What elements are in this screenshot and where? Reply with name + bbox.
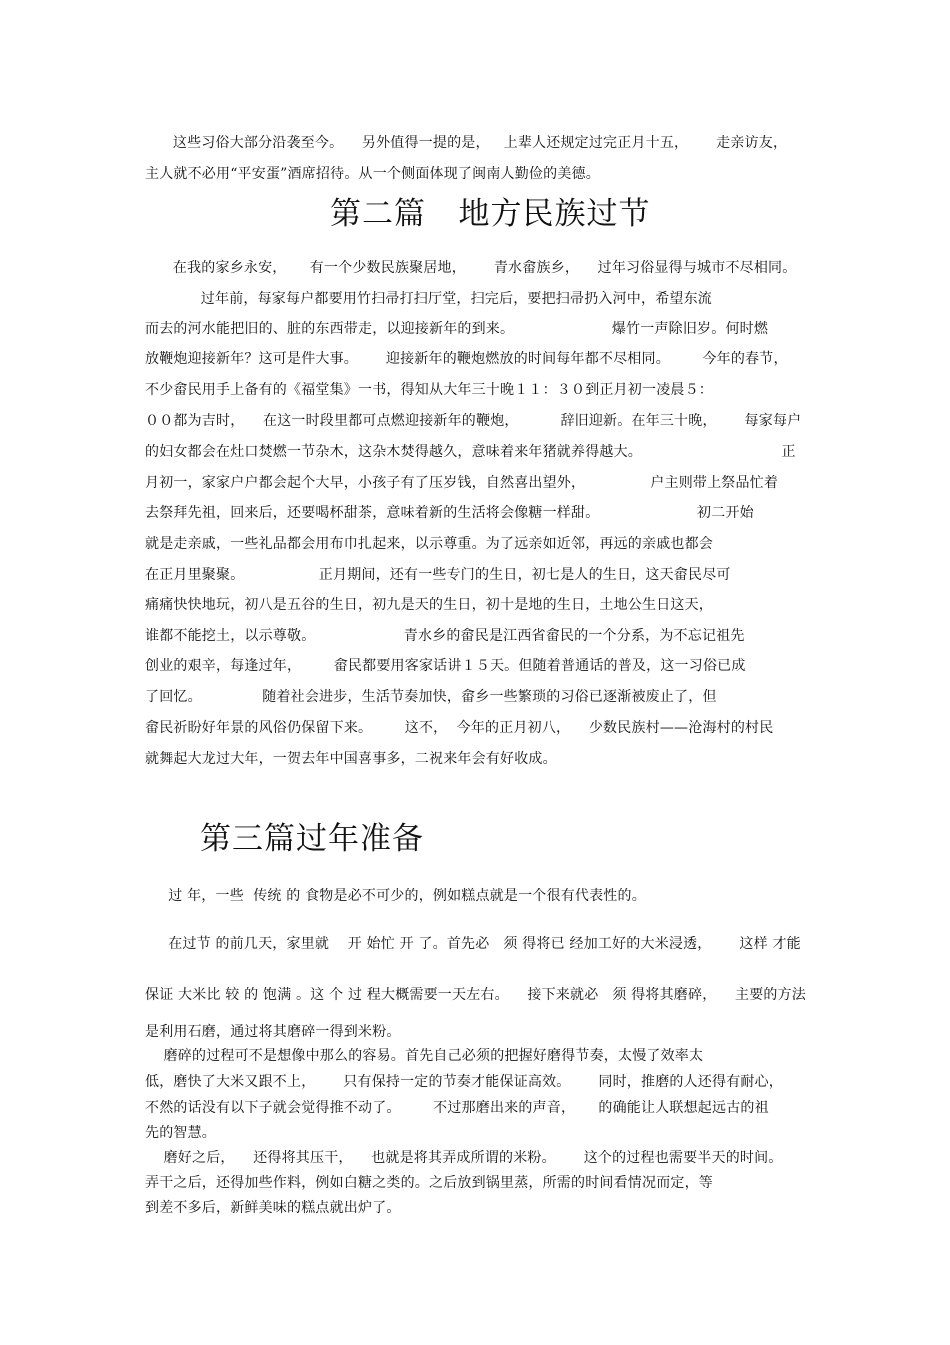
text-line: 痛痛快快地玩，初八是五谷的生日，初九是天的生日，初十是地的生日，土地公生日这天， [145,597,713,613]
text-line: 创业的艰辛，每逢过年， 畲民都要用客家话讲１５天。但随着普通话的普及，这一习俗已成 [145,658,746,674]
text-line: 保证 大米比 较 的 饱满 。这 个 过 程大概需要一天左右。 接下来就必 须 得将其磨碎， 主要的方法 [145,987,807,1003]
text-line: 就是走亲戚，一些礼品都会用布巾扎起来，以示尊重。为了远亲如近邻，再远的亲戚也都会 [145,536,713,552]
text-line: 是利用石磨，通过将其磨碎一得到米粉。 [145,1024,401,1040]
text-line: 先的智慧。 [145,1125,216,1141]
text-line: ００都为吉时， 在这一时段里都可点燃迎接新年的鞭炮， 辞旧迎新。在年三十晚， 每家每户 [145,413,802,429]
section-3-heading: 第三篇过年准备 [200,821,424,857]
text-line: 过 年，一些 传统 的 食物是必不可少的，例如糕点就是一个很有代表性的。 [145,888,646,904]
text-line: 在过节 的前几天，家里就 开 始忙 开 了。首先必 须 得将已 经加工好的大米浸透， 这样 才能 [145,936,801,952]
text-line: 的妇女都会在灶口焚燃一节杂木，这杂木焚得越久，意味着来年猪就养得越大。 正 [145,444,796,460]
text-line: 月初一，家家户户都会起个大早，小孩子有了压岁钱，自然喜出望外， 户主则带上祭品忙着 [145,475,779,491]
text-line: 畲民祈盼好年景的风俗仍保留下来。 这不， 今年的正月初八， 少数民族村——沧海村的村民 [145,720,774,736]
text-line: 这些习俗大部分沿袭至今。 另外值得一提的是， 上辈人还规定过完正月十五， 走亲访友， [145,135,788,151]
text-line: 低，磨快了大米又跟不上， 只有保持一定的节奏才能保证高效。 同时，推磨的人还得有耐心， [145,1074,783,1090]
text-line: 了回忆。 随着社会进步，生活节奏加快，畲乡一些繁琐的习俗已逐渐被废止了，但 [145,689,717,705]
text-line: 不然的话没有以下子就会觉得推不动了。 不过那磨出来的声音， 的确能让人联想起远古的祖 [145,1100,769,1116]
text-line: 主人就不必用“平安蛋”酒席招待。从一个侧面体现了闽南人勤俭的美德。 [145,166,600,182]
text-line: 过年前，每家每户都要用竹扫帚打扫厅堂，扫完后，要把扫帚扔入河中，希望东流 [145,291,712,307]
text-line: 去祭拜先祖，回来后，还要喝杯甜茶，意味着新的生活将会像糖一样甜。 初二开始 [145,505,754,521]
text-line: 放鞭炮迎接新年？这可是件大事。 迎接新年的鞭炮燃放的时间每年都不尽相同。 今年的春节， [145,351,788,367]
text-line: 不少畲民用手上备有的《福堂集》一书，得知从大年三十晚１１：３０到正月初一凌晨５： [145,382,713,398]
text-line: 在我的家乡永安， 有一个少数民族聚居地， 青水畲族乡， 过年习俗显得与城市不尽相同。 [145,260,797,276]
text-line: 到差不多后，新鲜美味的糕点就出炉了。 [145,1200,401,1216]
text-line: 磨碎的过程可不是想像中那么的容易。首先自己必须的把握好磨得节奏，太慢了效率太 [145,1048,704,1064]
text-line: 磨好之后， 还得将其压干， 也就是将其弄成所谓的米粉。 这个的过程也需要半天的时间。 [145,1150,783,1166]
text-line: 就舞起大龙过大年，一贺去年中国喜事多，二祝来年会有好收成。 [145,751,557,767]
text-line: 谁都不能挖土，以示尊敬。 青水乡的畲民是江西省畲民的一个分系，为不忘记祖先 [145,628,745,644]
text-line: 而去的河水能把旧的、脏的东西带走，以迎接新年的到来。 爆竹一声除旧岁。何时燃 [145,321,769,337]
text-line: 在正月里聚聚。 正月期间，还有一些专门的生日，初七是人的生日，这天畲民尽可 [145,567,731,583]
text-line: 弄干之后，还得加些作料，例如白糖之类的。之后放到锅里蒸，所需的时间看情况而定，等 [145,1175,713,1191]
section-2-heading: 第二篇 地方民族过节 [330,196,651,232]
